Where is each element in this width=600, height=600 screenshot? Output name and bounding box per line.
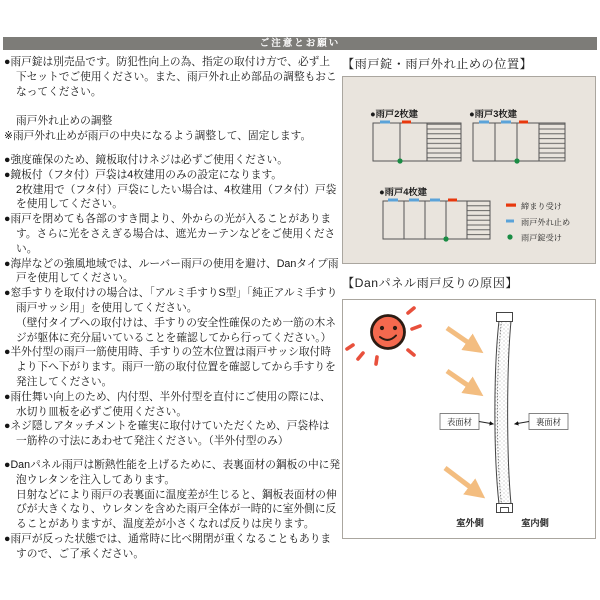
note-text: 雨仕舞い向上のため、内付型、半外付型を直付にご使用の際には、水切り皿板を必ずご使用ください。 <box>10 390 331 418</box>
shutter-4panel-diagram <box>379 186 490 242</box>
front-material-label: 表面材 <box>446 417 473 427</box>
warp-cause-diagram-box <box>342 299 596 539</box>
caution-header-title: ご注意とお願い <box>259 38 341 49</box>
note-item <box>4 286 340 345</box>
shutter-2panel-label: ●雨戸2枚建 <box>370 109 418 119</box>
lock-mark <box>397 158 402 163</box>
notes-column <box>4 55 340 562</box>
note-text: 鏡板付（フタ付）戸袋は4枚建用のみの設定になります。 <box>10 168 282 181</box>
note-item <box>4 129 340 144</box>
indoor-side-label: 室内側 <box>521 518 549 528</box>
bullet-glyph: ● <box>4 420 11 433</box>
lock-mark <box>443 236 448 241</box>
figures-column <box>342 55 598 539</box>
asterisk-glyph: ※ <box>4 130 13 143</box>
note-item <box>4 532 340 562</box>
note-text: 海岸などの強風地域では、ルーバー雨戸の使用を避け、Danタイプ雨戸を使用してください。 <box>10 257 339 285</box>
bullet-glyph: ● <box>4 532 11 545</box>
shutter-position-diagram-box <box>342 76 596 264</box>
sun-icon <box>347 308 420 364</box>
note-item <box>4 419 340 449</box>
note-text: 雨戸外れ止めが雨戸の中央になるよう調整して、固定します。 <box>12 130 312 143</box>
note-text-continued: （壁付タイプへの取付けは、手すりの安全性確保のため一筋の木ネジが躯体に充分届いていることを確認してから行ってください。） <box>16 316 336 344</box>
note-text: 窓手すりを取付けの場合は、「アルミ手すりS型」「純正アルミ手すり雨戸サッシ用」を使用してください。 <box>10 287 338 314</box>
sunlight-arrows <box>445 328 478 493</box>
bullet-glyph: ● <box>4 213 11 226</box>
note-item <box>4 458 340 532</box>
note-subheading <box>4 114 340 129</box>
stopper-mark <box>388 199 398 202</box>
legend-stopper-swatch <box>506 220 514 223</box>
latch-mark <box>519 121 528 124</box>
bullet-glyph: ● <box>4 257 11 270</box>
bullet-glyph: ● <box>4 458 11 471</box>
bullet-glyph: ● <box>4 168 11 181</box>
note-item <box>4 55 340 99</box>
bullet-glyph: ● <box>4 56 11 68</box>
note-text-continued: 2枚建用で（フタ付）戸袋にしたい場合は、4枚建用（フタ付）戸袋を使用してください。 <box>16 183 337 211</box>
note-text: 雨戸錠は別売品です。防犯性向上の為、指定の取付け方で、必ず上下セットでご使用ください。また、雨戸外れ止め部品の調整もおこなってください。 <box>10 56 337 98</box>
stopper-mark <box>409 199 419 202</box>
legend-stopper-label: 雨戸外れ止め <box>521 218 571 227</box>
shutter-2panel-diagram <box>370 108 461 164</box>
shutter-3panel-label: ●雨戸3枚建 <box>469 109 517 119</box>
lock-mark <box>514 158 519 163</box>
note-text-continued: 日射などにより雨戸の表裏面に温度差が生じると、鋼板表面材の伸びが大きくなり、ウレタンを含めた雨戸全体が一時的に室外側に反ることがありますが、温度差が小さくなれば反りは戻ります。 <box>16 488 337 531</box>
note-item <box>4 345 340 389</box>
shutter-position-diagram <box>343 77 595 263</box>
position-section-title: 【雨戸錠・雨戸外れ止めの位置】 <box>342 57 533 71</box>
bullet-glyph: ● <box>4 346 11 359</box>
shutter-3panel-diagram <box>469 108 565 164</box>
note-item <box>4 257 340 287</box>
legend-latch-swatch <box>506 204 516 207</box>
warped-panel <box>495 313 513 513</box>
legend-lock-swatch <box>507 234 512 239</box>
bullet-glyph: ● <box>4 153 11 166</box>
legend-latch-label: 締まり受け <box>521 202 562 211</box>
stopper-mark <box>501 121 511 124</box>
warp-section-title: 【Danパネル雨戸反りの原因】 <box>342 276 519 290</box>
stopper-mark <box>380 121 390 124</box>
latch-mark <box>448 199 457 202</box>
note-text: 半外付型の雨戸一筋使用時、手すりの笠木位置は雨戸サッシ取付時より下へ下がります。雨戸一筋の取付位置を確認してから手すりを発注してください。 <box>10 346 336 388</box>
back-material-label: 裏面材 <box>535 417 562 427</box>
outdoor-side-label: 室外側 <box>456 518 484 528</box>
note-item <box>4 390 340 420</box>
warp-cause-diagram <box>343 300 595 538</box>
bullet-glyph: ● <box>4 287 11 300</box>
legend-lock-label: 雨戸錠受け <box>521 233 562 243</box>
note-text: Danパネル雨戸は断熱性能を上げるために、表裏面材の鋼板の中に発泡ウレタンを注入してあります。 <box>10 458 341 486</box>
note-text: 雨戸外れ止めの調整 <box>16 115 113 128</box>
note-item <box>4 212 340 256</box>
note-text: 雨戸を閉めても各部のすき間より、外からの光が入ることがあります。さらに光をさえぎる場合は、遮光カーテンなどをご使用ください。 <box>10 213 336 255</box>
latch-mark <box>402 121 411 124</box>
note-text: 雨戸が反った状態では、通常時に比べ開閉が重くなることもありますので、ご了承ください。 <box>10 532 332 560</box>
note-text: 強度確保のため、鏡板取付けネジは必ずご使用ください。 <box>10 153 288 166</box>
stopper-mark <box>430 199 440 202</box>
bullet-glyph: ● <box>4 390 11 403</box>
note-text: ネジ隠しアタッチメントを確実に取付けていただくため、戸袋枠は一筋枠の寸法にあわせて発注ください。（半外付型のみ） <box>10 420 330 448</box>
caution-header-bar <box>3 37 597 50</box>
diagram-legend <box>506 201 570 243</box>
shutter-4panel-label: ●雨戸4枚建 <box>379 187 427 197</box>
note-item <box>4 153 340 168</box>
stopper-mark <box>479 121 489 124</box>
note-item <box>4 168 340 212</box>
